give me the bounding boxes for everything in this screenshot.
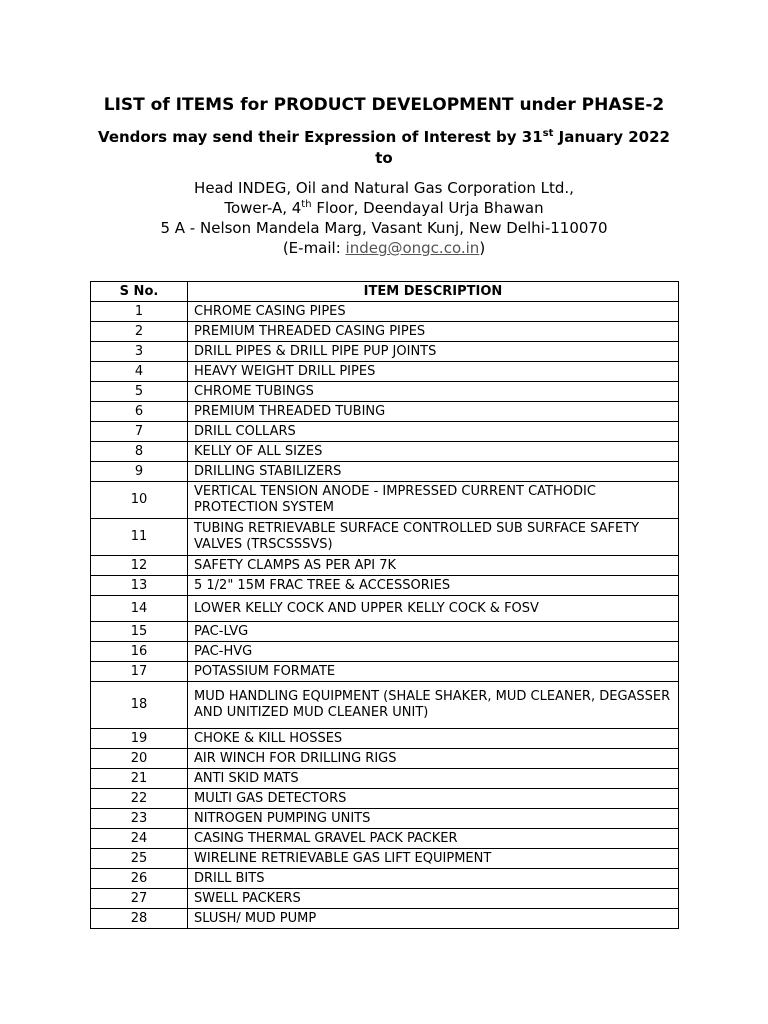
item-description: DRILLING STABILIZERS bbox=[188, 462, 679, 482]
table-row bbox=[91, 382, 679, 402]
table-row bbox=[91, 769, 679, 789]
item-description: POTASSIUM FORMATE bbox=[188, 662, 679, 682]
table-row bbox=[91, 682, 679, 729]
item-number: 8 bbox=[91, 442, 188, 462]
table-row bbox=[91, 622, 679, 642]
item-description: AIR WINCH FOR DRILLING RIGS bbox=[188, 749, 679, 769]
address-floor-ordinal: th bbox=[301, 199, 312, 210]
table-row bbox=[91, 576, 679, 596]
item-number: 10 bbox=[91, 482, 188, 519]
table-row bbox=[91, 462, 679, 482]
item-number: 28 bbox=[91, 909, 188, 929]
table-row bbox=[91, 729, 679, 749]
deadline-ordinal: st bbox=[542, 128, 554, 139]
item-description: ANTI SKID MATS bbox=[188, 769, 679, 789]
deadline-month-year: January 2022 bbox=[553, 128, 670, 146]
address-block bbox=[0, 178, 768, 258]
item-number: 13 bbox=[91, 576, 188, 596]
item-number: 1 bbox=[91, 302, 188, 322]
item-description: PAC-LVG bbox=[188, 622, 679, 642]
item-number: 5 bbox=[91, 382, 188, 402]
item-number: 3 bbox=[91, 342, 188, 362]
item-number: 22 bbox=[91, 789, 188, 809]
table-row bbox=[91, 642, 679, 662]
address-line-3: 5 A - Nelson Mandela Marg, Vasant Kunj, New Delhi-110070 bbox=[160, 219, 608, 237]
item-description: DRILL BITS bbox=[188, 869, 679, 889]
item-description: CHROME CASING PIPES bbox=[188, 302, 679, 322]
item-number: 25 bbox=[91, 849, 188, 869]
table-row bbox=[91, 869, 679, 889]
item-number: 15 bbox=[91, 622, 188, 642]
item-number: 18 bbox=[91, 682, 188, 729]
item-number: 9 bbox=[91, 462, 188, 482]
item-number: 6 bbox=[91, 402, 188, 422]
address-line-1: Head INDEG, Oil and Natural Gas Corporation Ltd., bbox=[194, 179, 574, 197]
item-description: WIRELINE RETRIEVABLE GAS LIFT EQUIPMENT bbox=[188, 849, 679, 869]
item-description: MULTI GAS DETECTORS bbox=[188, 789, 679, 809]
items-table-body bbox=[91, 302, 679, 929]
address-email-line bbox=[0, 238, 768, 258]
item-description: CHROME TUBINGS bbox=[188, 382, 679, 402]
item-number: 27 bbox=[91, 889, 188, 909]
table-row bbox=[91, 789, 679, 809]
table-row bbox=[91, 909, 679, 929]
table-row bbox=[91, 519, 679, 556]
item-number: 16 bbox=[91, 642, 188, 662]
table-row bbox=[91, 302, 679, 322]
table-row bbox=[91, 849, 679, 869]
item-description: PAC-HVG bbox=[188, 642, 679, 662]
item-number: 11 bbox=[91, 519, 188, 556]
item-number: 21 bbox=[91, 769, 188, 789]
deadline-text: Vendors may send their Expression of Interest by 31 bbox=[98, 128, 543, 146]
document-title: LIST of ITEMS for PRODUCT DEVELOPMENT under PHASE-2 bbox=[103, 95, 665, 115]
table-row bbox=[91, 662, 679, 682]
address-line-2 bbox=[0, 198, 768, 218]
table-row bbox=[91, 322, 679, 342]
item-description: DRILL PIPES & DRILL PIPE PUP JOINTS bbox=[188, 342, 679, 362]
item-number: 26 bbox=[91, 869, 188, 889]
item-description: CASING THERMAL GRAVEL PACK PACKER bbox=[188, 829, 679, 849]
item-description: CHOKE & KILL HOSSES bbox=[188, 729, 679, 749]
email-link[interactable]: indeg@ongc.co.in bbox=[345, 239, 480, 257]
item-description: NITROGEN PUMPING UNITS bbox=[188, 809, 679, 829]
table-row bbox=[91, 829, 679, 849]
item-number: 2 bbox=[91, 322, 188, 342]
address-tower: Tower-A, 4 bbox=[224, 199, 302, 217]
item-description: LOWER KELLY COCK AND UPPER KELLY COCK & FOSV bbox=[188, 596, 679, 622]
item-description: SWELL PACKERS bbox=[188, 889, 679, 909]
item-number: 24 bbox=[91, 829, 188, 849]
item-description: 5 1/2" 15M FRAC TREE & ACCESSORIES bbox=[188, 576, 679, 596]
table-row bbox=[91, 889, 679, 909]
item-number: 19 bbox=[91, 729, 188, 749]
submission-notice bbox=[0, 127, 768, 169]
item-number: 4 bbox=[91, 362, 188, 382]
table-row bbox=[91, 596, 679, 622]
item-description: VERTICAL TENSION ANODE - IMPRESSED CURRENT CATHODIC PROTECTION SYSTEM bbox=[188, 482, 679, 519]
submission-deadline bbox=[0, 127, 768, 148]
submission-to: to bbox=[375, 149, 393, 167]
item-number: 17 bbox=[91, 662, 188, 682]
address-floor-building: Floor, Deendayal Urja Bhawan bbox=[311, 199, 544, 217]
table-row bbox=[91, 442, 679, 462]
item-description: MUD HANDLING EQUIPMENT (SHALE SHAKER, MUD CLEANER, DEGASSER AND UNITIZED MUD CLEANER UNIT) bbox=[188, 682, 679, 729]
table-row bbox=[91, 809, 679, 829]
item-description: PREMIUM THREADED CASING PIPES bbox=[188, 322, 679, 342]
table-header-row bbox=[91, 282, 679, 302]
item-description: HEAVY WEIGHT DRILL PIPES bbox=[188, 362, 679, 382]
item-number: 14 bbox=[91, 596, 188, 622]
item-description: TUBING RETRIEVABLE SURFACE CONTROLLED SUB SURFACE SAFETY VALVES (TRSCSSSVS) bbox=[188, 519, 679, 556]
table-row bbox=[91, 402, 679, 422]
item-description: KELLY OF ALL SIZES bbox=[188, 442, 679, 462]
item-description: DRILL COLLARS bbox=[188, 422, 679, 442]
item-description: SAFETY CLAMPS AS PER API 7K bbox=[188, 556, 679, 576]
items-table bbox=[90, 281, 679, 929]
item-number: 20 bbox=[91, 749, 188, 769]
table-row bbox=[91, 556, 679, 576]
table-row bbox=[91, 362, 679, 382]
item-number: 23 bbox=[91, 809, 188, 829]
header-description: ITEM DESCRIPTION bbox=[188, 282, 679, 302]
table-row bbox=[91, 749, 679, 769]
email-suffix: ) bbox=[479, 239, 486, 257]
email-prefix: (E-mail: bbox=[282, 239, 346, 257]
table-row bbox=[91, 422, 679, 442]
item-number: 12 bbox=[91, 556, 188, 576]
item-description: SLUSH/ MUD PUMP bbox=[188, 909, 679, 929]
item-number: 7 bbox=[91, 422, 188, 442]
table-row bbox=[91, 342, 679, 362]
header-sn: S No. bbox=[91, 282, 188, 302]
table-row bbox=[91, 482, 679, 519]
item-description: PREMIUM THREADED TUBING bbox=[188, 402, 679, 422]
